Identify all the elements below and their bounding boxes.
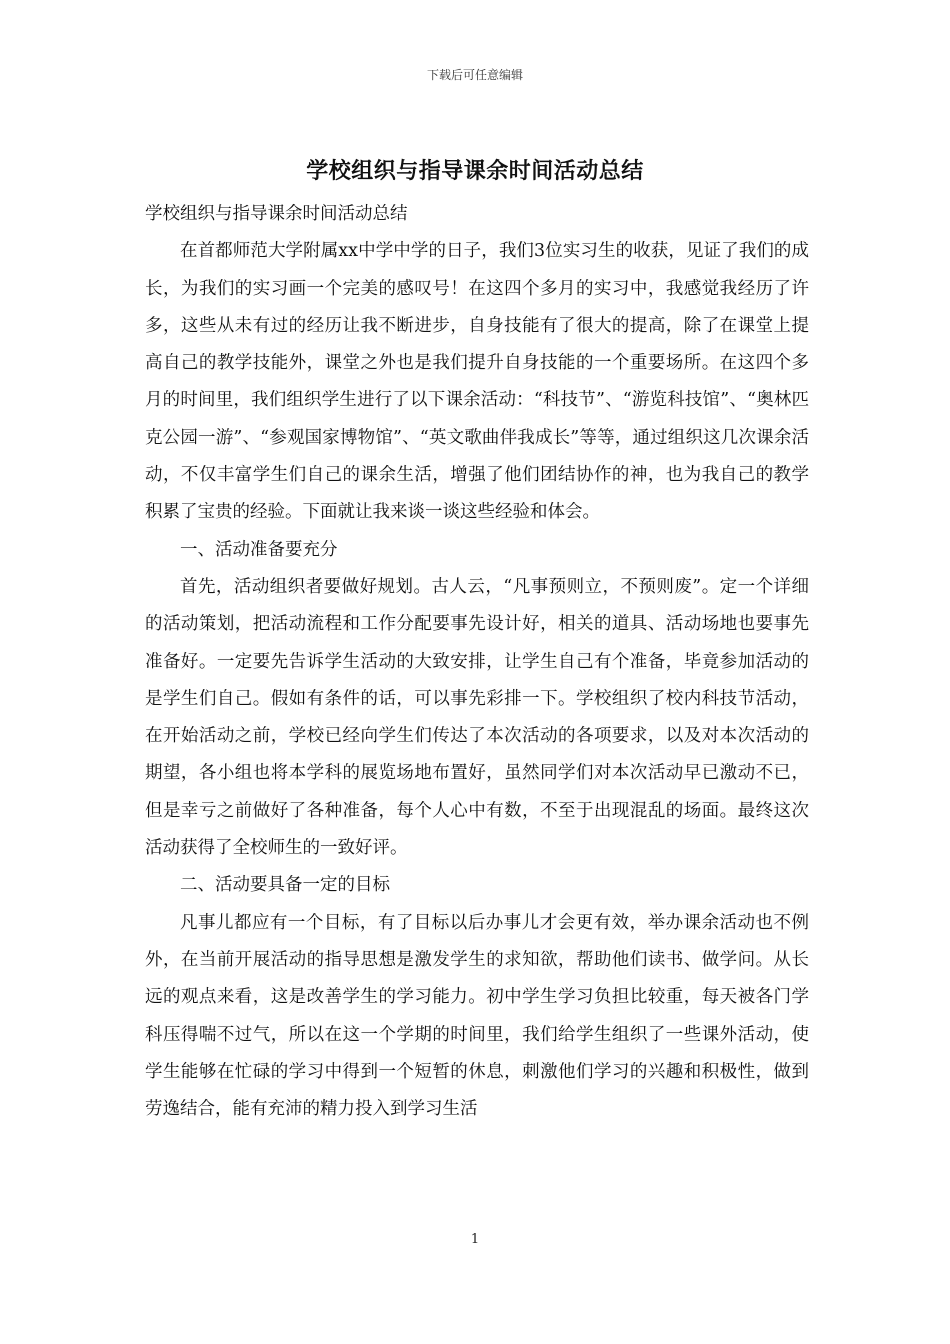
document-body	[145, 196, 809, 1128]
page-number: 1	[470, 1232, 480, 1247]
paragraph-preparation: 首先，活动组织者要做好规划。古人云，“凡事预则立，不预则废”。定一个详细的活动策划，把活动流程和工作分配要事先设计好，相关的道具、活动场地也要事先准备好。一定要先告诉学生活动的大致安排，让学生自己有个准备，毕竟参加活动的是学生们自己。假如有条件的话，可以事先彩排一下。学校组织了校内科技节活动，在开始活动之前，学校已经向学生们传达了本次活动的各项要求，以及对本次活动的期望，各小组也将本学科的展览场地布置好，虽然同学们对本次活动早已激动不已，但是幸亏之前做好了各种准备，每个人心中有数，不至于出现混乱的场面。最终这次活动获得了全校师生的一致好评。	[145, 576, 809, 859]
section-heading-2: 二、活动要具备一定的目标	[180, 875, 390, 896]
document-subtitle: 学校组织与指导课余时间活动总结	[145, 204, 408, 224]
section-heading-1: 一、活动准备要充分	[180, 539, 338, 560]
paragraph-goals: 凡事儿都应有一个目标，有了目标以后办事儿才会更有效，举办课余活动也不例外，在当前开展活动的指导思想是激发学生的求知欲，帮助他们读书、做学问。从长远的观点来看，这是改善学生的学习能力。初中学生学习负担比较重，每天被各门学科压得喘不过气，所以在这一个学期的时间里，我们给学生组织了一些课外活动，使学生能够在忙碌的学习中得到一个短暂的休息，刺激他们学习的兴趣和积极性，做到劳逸结合，能有充沛的精力投入到学习生活	[145, 912, 809, 1120]
paragraph-intro: 在首都师范大学附属xx中学中学的日子，我们3位实习生的收获，见证了我们的成长，为我们的实习画一个完美的感叹号！在这四个多月的实习中，我感觉我经历了许多，这些从未有过的经历让我不断进步，自身技能有了很大的提高，除了在课堂上提高自己的教学技能外，课堂之外也是我们提升自身技能的一个重要场所。在这四个多月的时间里，我们组织学生进行了以下课余活动：“科技节”、“游览科技馆”、“奥林匹克公园一游”、“参观国家博物馆”、“英文歌曲伴我成长”等等，通过组织这几次课余活动，不仅丰富学生们自己的课余生活，增强了他们团结协作的神，也为我自己的教学积累了宝贵的经验。下面就让我来谈一谈这些经验和体会。	[145, 241, 809, 523]
header-note: 下载后可任意编辑	[426, 68, 523, 82]
document-title: 学校组织与指导课余时间活动总结	[306, 158, 644, 184]
